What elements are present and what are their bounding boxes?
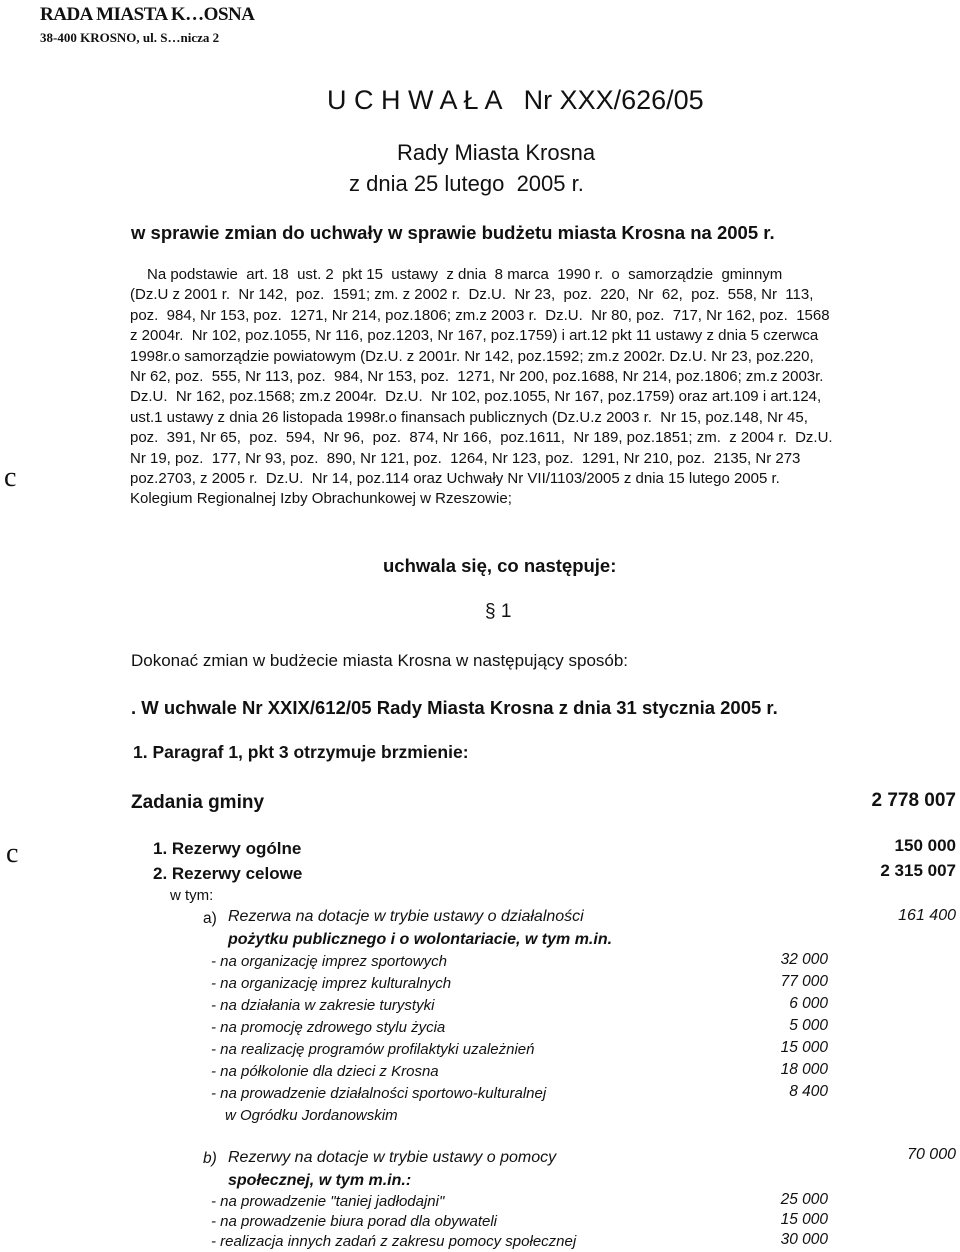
rezerwy-ogolne-label: 1. Rezerwy ogólne (153, 839, 302, 858)
group-b-item: - na prowadzenie biura porad dla obywateli (211, 1213, 498, 1230)
rezerwy-celowe-value: 2 315 007 (880, 861, 956, 880)
council-name: Rady Miasta Krosna (397, 140, 596, 165)
letterhead-name: RADA MIASTA K…OSNA (40, 4, 255, 25)
group-a-item-value: 8 400 (789, 1083, 828, 1100)
group-a-item: - na działania w zakresie turystyki (211, 997, 435, 1014)
legal-basis-line: poz.2703, z 2005 r. Dz.U. Nr 14, poz.114 oraz Uchwały Nr VII/1103/2005 z dnia 15 lutego 2005 r. (130, 470, 780, 488)
amendment-reference: . W uchwale Nr XXIX/612/05 Rady Miasta Krosna z dnia 31 stycznia 2005 r. (131, 697, 778, 718)
resolution-heading: U C H W A Ł A Nr XXX/626/05 (327, 85, 704, 115)
resolves-statement: uchwala się, co następuje: (383, 555, 617, 576)
intro-sentence: Dokonać zmian w budżecie miasta Krosna w następujący sposób: (131, 651, 629, 670)
group-b-item: - na prowadzenie "taniej jadłodajni" (211, 1193, 445, 1210)
resolution-subject: w sprawie zmian do uchwały w sprawie budżetu miasta Krosna na 2005 r. (131, 222, 775, 243)
margin-mark: c (4, 462, 17, 493)
legal-basis-line: Dz.U. Nr 162, poz.1568; zm.z 2004r. Dz.U. Nr 102, poz.1055, Nr 167, poz.1759) oraz art.109 i art.124, (130, 388, 822, 406)
group-a-item-value: 15 000 (780, 1039, 828, 1056)
group-a-item-value: 18 000 (780, 1061, 828, 1078)
group-a-title-cont: pożytku publicznego i o wolontariacie, w tym m.in. (228, 931, 613, 948)
group-a-item: - na promocję zdrowego stylu życia (211, 1019, 446, 1036)
group-a-title: Rezerwa na dotacje w trybie ustawy o działalności (228, 908, 584, 925)
legal-basis-line: z 2004r. Nr 102, poz.1055, Nr 116, poz.1203, Nr 167, poz.1759) i art.12 pkt 11 ustawy z dnia 5 czerwca (130, 327, 819, 345)
group-a-item: - na półkolonie dla dzieci z Krosna (211, 1063, 439, 1080)
legal-basis-line: Nr 62, poz. 555, Nr 113, poz. 984, Nr 153, poz. 1271, Nr 200, poz.1688, Nr 214, poz.1806; zm.z 2003r. (130, 368, 824, 386)
group-a-item-value: 6 000 (789, 995, 828, 1012)
paragraph-heading: 1. Paragraf 1, pkt 3 otrzymuje brzmienie: (133, 742, 469, 762)
group-b-letter: b) (203, 1150, 217, 1167)
group-a-item-value: 32 000 (780, 951, 828, 968)
group-a-item-cont: w Ogródku Jordanowskim (225, 1107, 398, 1124)
legal-basis-line: Na podstawie art. 18 ust. 2 pkt 15 ustawy z dnia 8 marca 1990 r. o samorządzie gminnym (147, 266, 783, 283)
group-b-item-value: 25 000 (780, 1191, 828, 1208)
legal-basis-line: Nr 19, poz. 177, Nr 93, poz. 890, Nr 121, poz. 1264, Nr 123, poz. 1291, Nr 210, poz. 2135, Nr 273 (130, 449, 801, 467)
zadania-value: 2 778 007 (871, 790, 956, 811)
rezerwy-ogolne-value: 150 000 (894, 836, 956, 855)
legal-basis-line: poz. 984, Nr 153, poz. 1271, Nr 214, poz.1806; zm.z 2003 r. Dz.U. Nr 80, poz. 717, Nr 162, poz. 1568 (130, 306, 830, 324)
group-b-item-value: 15 000 (780, 1211, 828, 1228)
group-b-item: - realizacja innych zadań z zakresu pomocy społecznej (211, 1233, 577, 1250)
group-a-letter: a) (203, 910, 217, 927)
group-a-item: - na realizację programów profilaktyki uzależnień (211, 1041, 535, 1058)
group-a-item-value: 77 000 (780, 973, 828, 990)
rezerwy-celowe-label: 2. Rezerwy celowe (153, 864, 303, 883)
section-mark: § 1 (485, 601, 512, 622)
group-b-total: 70 000 (907, 1146, 956, 1163)
group-b-title-cont: społecznej, w tym m.in.: (228, 1172, 412, 1189)
legal-basis-line: poz. 391, Nr 65, poz. 594, Nr 96, poz. 874, Nr 166, poz.1611, Nr 189, poz.1851; zm. z 2004 r. Dz.U. (130, 429, 833, 447)
legal-basis-line: ust.1 ustawy z dnia 26 listopada 1998r.o finansach publicznych (Dz.U.z 2003 r. Nr 15, poz.148, Nr 45, (130, 408, 808, 426)
zadania-label: Zadania gminy (131, 792, 265, 813)
letterhead-address: 38-400 KROSNO, ul. S…nicza 2 (40, 30, 220, 45)
group-b-item-value: 30 000 (780, 1231, 828, 1248)
legal-basis (130, 265, 930, 510)
legal-basis-line: 1998r.o samorządzie powiatowym (Dz.U. z 2001r. Nr 142, poz.1592; zm.z 2002r. Dz.U. Nr 23, poz.220, (130, 347, 814, 365)
legal-basis-line: (Dz.U z 2001 r. Nr 142, poz. 1591; zm. z 2002 r. Dz.U. Nr 23, poz. 220, Nr 62, poz. 558, Nr 113, (130, 286, 814, 304)
group-b-title: Rezerwy na dotacje w trybie ustawy o pomocy (228, 1149, 557, 1166)
group-a-item-value: 5 000 (789, 1017, 828, 1034)
resolution-date: z dnia 25 lutego 2005 r. (349, 171, 584, 196)
group-a-item: - na organizację imprez sportowych (211, 953, 447, 970)
group-a-item: - na organizację imprez kulturalnych (211, 975, 452, 992)
group-a-item: - na prowadzenie działalności sportowo-kulturalnej (211, 1085, 547, 1102)
group-a-total: 161 400 (898, 907, 956, 924)
margin-mark: c (6, 838, 19, 869)
legal-basis-line: Kolegium Regionalnej Izby Obrachunkowej w Rzeszowie; (130, 490, 512, 508)
w-tym-label: w tym: (170, 887, 214, 904)
